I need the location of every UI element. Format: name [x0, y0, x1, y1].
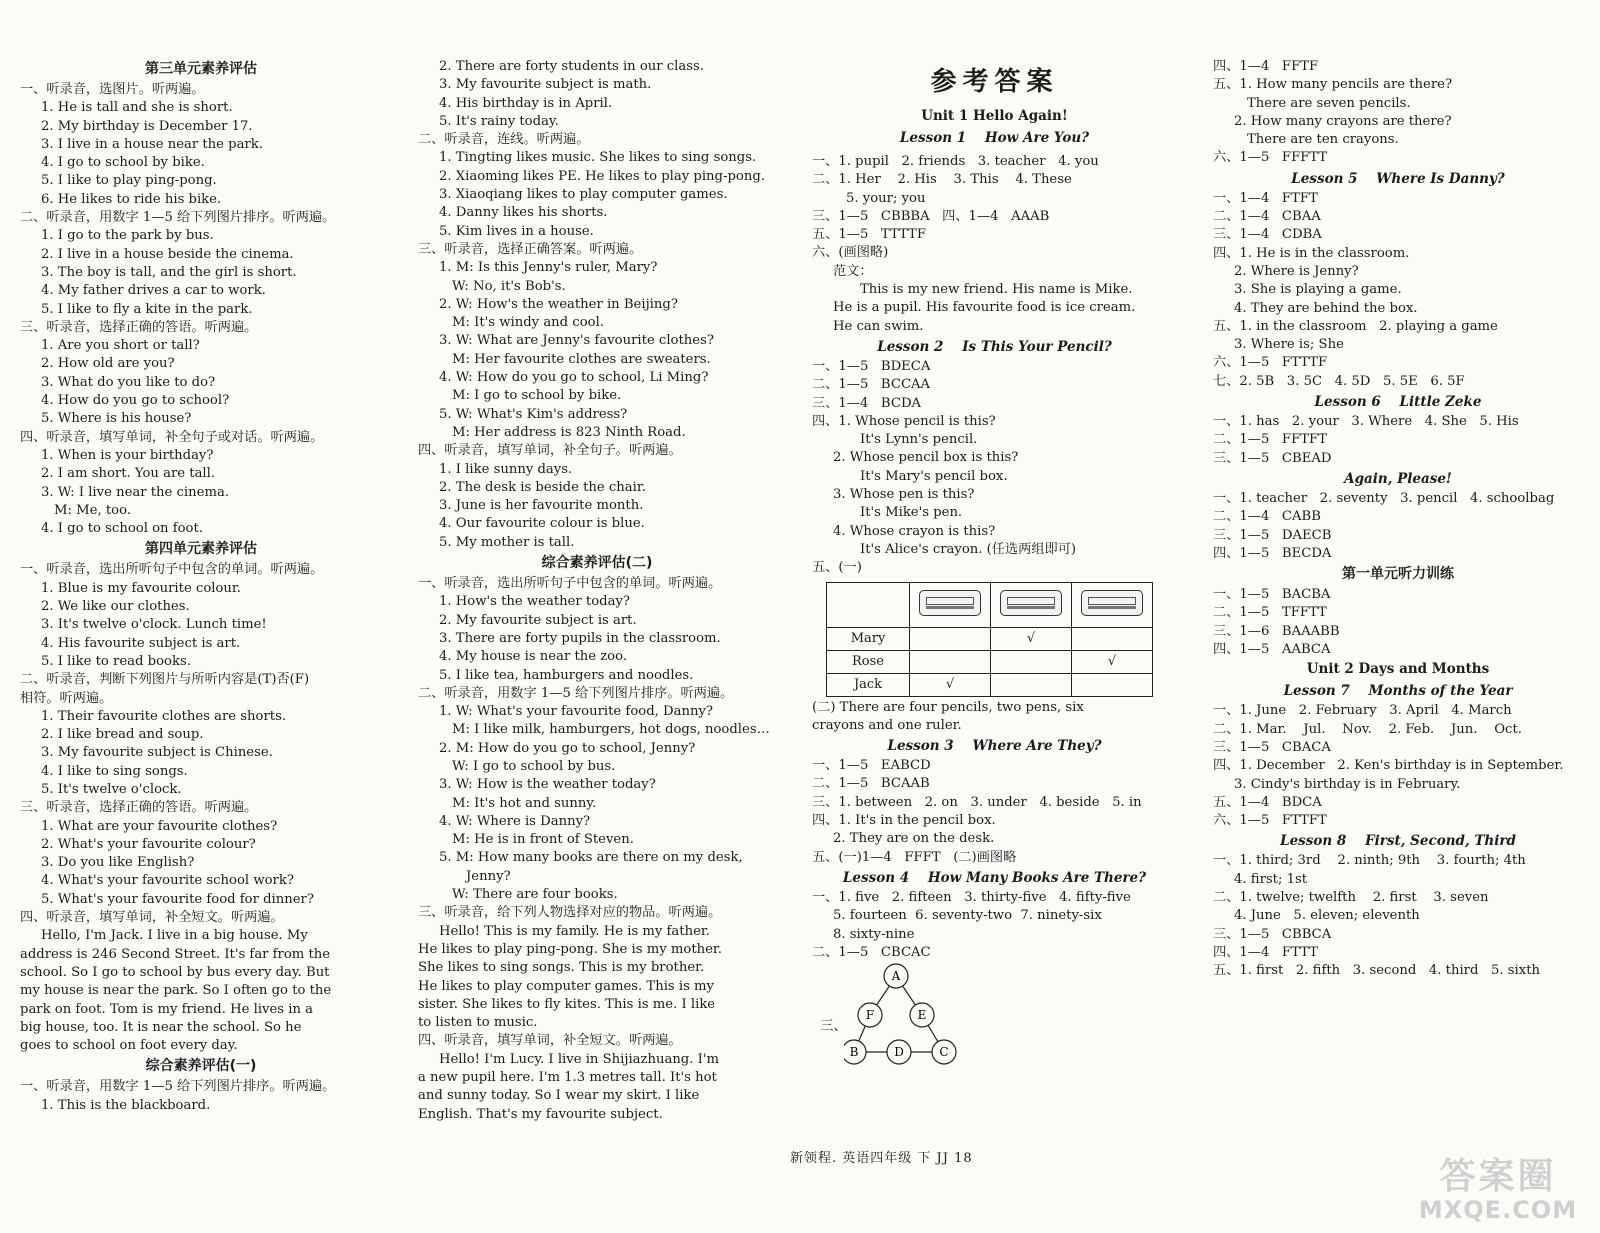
text-line: 3. Whose pen is this?	[833, 487, 975, 503]
text-line: my house is near the park. So I often go to the	[20, 983, 332, 999]
text-line: It's Mike's pen.	[860, 505, 963, 521]
section-heading: 综合素养评估(二)	[541, 555, 653, 572]
text-line: 三、听录音，给下列人物选择对应的物品。听两遍。	[418, 905, 722, 921]
text-line: 2. I like bread and soup.	[41, 727, 204, 743]
text-line: 六、1—5 FTTTF	[1213, 355, 1328, 371]
text-line: 四、1—4 FFTF	[1213, 59, 1319, 74]
text-line: 三、1—4 CDBA	[1213, 227, 1322, 243]
text-line: 五、1. in the classroom 2. playing a game	[1213, 318, 1498, 334]
text-line: 5. fourteen 6. seventy-two 7. ninety-six	[833, 908, 1102, 924]
lesson-heading: Lesson 3 Where Are They?	[887, 738, 1102, 755]
text-line: 三、1—5 CBBCA	[1213, 926, 1332, 942]
text-line: 3. The boy is tall, and the girl is short.	[41, 264, 297, 280]
lesson-heading: Lesson 7 Months of the Year	[1283, 683, 1513, 700]
row-name: Rose	[827, 650, 910, 673]
text-line: It's Alice's crayon. (任选两组即可)	[860, 541, 1077, 557]
tree-node-a: A	[891, 969, 901, 984]
text-line: M: It's windy and cool.	[452, 315, 604, 331]
tree-node-f: F	[865, 1008, 875, 1023]
text-line: M: I like milk, hamburgers, hot dogs, noodles…	[452, 722, 770, 738]
text-line: 五、(一)	[812, 560, 862, 576]
text-line: 三、1. between 2. on 3. under 4. beside 5. in	[812, 794, 1142, 810]
pencil-case-icon	[919, 590, 981, 616]
text-line: 4. They are behind the box.	[1234, 300, 1418, 316]
text-line: 2. What's your favourite colour?	[41, 836, 256, 852]
text-line: 六、(画图略)	[812, 245, 889, 261]
text-line: 1. I go to the park by bus.	[41, 228, 214, 244]
text-line: 一、1. third; 3rd 2. ninth; 9th 3. fourth; 4th	[1213, 853, 1526, 869]
text-line: 七、2. 5B 3. 5C 4. 5D 5. 5E 6. 5F	[1213, 373, 1465, 389]
text-line: 4. first; 1st	[1234, 871, 1308, 887]
text-line: sister. She likes to fly kites. This is me. I like	[418, 996, 716, 1012]
text-line: 二、1—4 CABB	[1213, 509, 1321, 525]
question-label: 三、	[820, 1018, 847, 1035]
text-line: 3. There are forty pupils in the classroom.	[439, 630, 721, 646]
text-line: 2. How old are you?	[41, 356, 175, 372]
pencil-box-icon	[1081, 590, 1143, 616]
text-line: She likes to sing songs. This is my brother.	[418, 960, 705, 976]
unit-heading: Unit 2 Days and Months	[1306, 661, 1490, 678]
text-line: He is a pupil. His favourite food is ice cream.	[833, 300, 1136, 316]
text-line: 范文：	[833, 263, 873, 279]
text-line: goes to school on foot every day.	[20, 1038, 238, 1054]
text-line: 2. I live in a house beside the cinema.	[41, 246, 294, 262]
answer-column-3	[812, 58, 1177, 1066]
text-line: a new pupil here. I'm 1.3 metres tall. It's hot	[418, 1070, 717, 1086]
check-cell: √	[1072, 650, 1153, 673]
unit-heading: Unit 1 Hello Again!	[921, 108, 1068, 124]
text-line: 3. Where is; She	[1234, 337, 1344, 353]
text-line: 5. W: What's Kim's address?	[439, 406, 628, 422]
text-line: 五、1—5 TTTTF	[812, 227, 926, 243]
text-line: 5. I like tea, hamburgers and noodles.	[439, 667, 694, 683]
lesson-heading: Lesson 6 Little Zeke	[1314, 394, 1482, 411]
answers-block	[812, 153, 1177, 578]
text-line: 3. Cindy's birthday is in February.	[1234, 776, 1461, 792]
lesson-heading: Lesson 8 First, Second, Third	[1280, 833, 1516, 850]
text-line: 4. W: How do you go to school, Li Ming?	[439, 370, 709, 386]
text-line: 5. It's twelve o'clock.	[41, 781, 182, 797]
text-line: Hello! This is my family. He is my father.	[439, 923, 710, 939]
text-line: 1. M: Is this Jenny's ruler, Mary?	[439, 260, 658, 276]
text-line: 4. I go to school on foot.	[41, 521, 203, 537]
text-line: 1. How's the weather today?	[439, 594, 630, 610]
text-line: 2. How many crayons are there?	[1234, 113, 1452, 129]
text-line: 4. Danny likes his shorts.	[439, 205, 608, 221]
text-line: 一、1—5 BDECA	[812, 358, 931, 374]
text-line: 一、1. teacher 2. seventy 3. pencil 4. schoolbag	[1213, 490, 1555, 506]
check-cell	[910, 650, 991, 673]
text-line: 2. My birthday is December 17.	[41, 118, 253, 134]
text-line: 二、听录音，用数字 1—5 给下列图片排序。听两遍。	[20, 210, 336, 226]
text-line: 一、1. has 2. your 3. Where 4. She 5. His	[1213, 414, 1519, 430]
text-line: 4. How do you go to school?	[41, 393, 230, 409]
watermark-url: MXQE.COM	[1418, 1196, 1578, 1224]
text-line: address is 246 Second Street. It's far from the	[20, 946, 331, 962]
text-line: M: He is in front of Steven.	[452, 832, 634, 848]
text-line: 二、1—5 TFFTT	[1213, 605, 1327, 621]
text-line: 2. M: How do you go to school, Jenny?	[439, 740, 696, 756]
answer-table-wrap	[826, 582, 1177, 697]
text-line: (二) There are four pencils, two pens, six	[812, 699, 1084, 715]
row-name: Jack	[827, 673, 910, 696]
text-line: 1. W: What's your favourite food, Danny?	[439, 704, 713, 720]
text-line: 1. Are you short or tall?	[41, 338, 200, 354]
lesson-heading: Lesson 4 How Many Books Are There?	[842, 869, 1147, 886]
text-line: W: There are four books.	[452, 887, 618, 903]
check-cell	[991, 673, 1072, 696]
text-line: 3. My favourite subject is Chinese.	[41, 745, 273, 761]
text-line: 2. There are forty students in our class.	[439, 59, 704, 74]
text-line: 4. W: Where is Danny?	[439, 813, 591, 829]
text-line: 二、1—5 BCCAA	[812, 377, 931, 393]
text-line: 四、1—4 FTTT	[1213, 944, 1318, 960]
answer-column-1	[20, 58, 382, 1115]
text-line: 2. Whose pencil box is this?	[833, 450, 1019, 466]
check-cell	[991, 650, 1072, 673]
page-footer: 新领程. 英语四年级 下 JJ 18	[790, 1151, 973, 1166]
text-line: 二、听录音，用数字 1—5 给下列图片排序。听两遍。	[418, 685, 734, 701]
text-line: 3. June is her favourite month.	[439, 498, 644, 514]
table-row	[827, 673, 1153, 696]
text-line: 2. They are on the desk.	[833, 831, 995, 847]
text-line: crayons and one ruler.	[812, 717, 962, 733]
text-line: 一、1—4 FTFT	[1213, 190, 1318, 206]
text-line: 一、1. five 2. fifteen 3. thirty-five 4. fifty-five	[812, 889, 1131, 905]
row-name: Mary	[827, 627, 910, 650]
check-cell	[910, 627, 991, 650]
text-line: 二、听录音，连线。听两遍。	[418, 132, 590, 148]
text-line: It's Mary's pencil box.	[860, 468, 1008, 484]
text-line: 5. I like to play ping-pong.	[41, 173, 217, 189]
text-line: 三、1—5 CBEAD	[1213, 450, 1332, 466]
text-line: 一、听录音，选出所听句子中包含的单词。听两遍。	[20, 562, 324, 578]
text-line: 1. Tingting likes music. She likes to sing songs.	[439, 150, 757, 166]
text-line: 三、1—4 BCDA	[812, 395, 922, 411]
text-line: 四、1. It's in the pencil box.	[812, 813, 996, 829]
section-heading: 第三单元素养评估	[145, 61, 257, 77]
text-line: school. So I go to school by bus every day. But	[20, 964, 330, 980]
text-line: 5. your; you	[846, 190, 926, 206]
text-line: 相符。听两遍。	[20, 690, 113, 706]
text-line: 三、1—6 BAAABB	[1213, 623, 1340, 639]
lesson-heading: Lesson 2 Is This Your Pencil?	[877, 338, 1112, 355]
check-cell: √	[991, 627, 1072, 650]
text-line: 四、1. He is in the classroom.	[1213, 245, 1410, 261]
text-line: Hello! I'm Lucy. I live in Shijiazhuang. I'm	[439, 1051, 719, 1067]
text-line: 4. June 5. eleven; eleventh	[1234, 908, 1420, 924]
tree-node-e: E	[917, 1008, 927, 1023]
text-line: 四、1. December 2. Ken's birthday is in September.	[1213, 758, 1564, 774]
text-line: 三、听录音，选择正确的答语。听两遍。	[20, 800, 258, 816]
text-line: 二、听录音，判断下列图片与所听内容是(T)否(F)	[20, 672, 310, 688]
text-line: 1. Blue is my favourite colour.	[41, 580, 241, 596]
text-line: This is my new friend. His name is Mike.	[860, 282, 1133, 298]
text-line: 5. My mother is tall.	[439, 534, 575, 550]
text-line: 2. W: How's the weather in Beijing?	[439, 296, 678, 312]
text-line: to listen to music.	[418, 1015, 538, 1031]
tree-node-b: B	[849, 1045, 859, 1060]
text-line: 4. My father drives a car to work.	[41, 283, 266, 299]
text-line: 1. He is tall and she is short.	[41, 100, 233, 116]
watermark-text: 答案圈	[1439, 1156, 1557, 1197]
text-line: 一、听录音，选图片。听两遍。	[20, 82, 205, 97]
text-line: 二、1. Her 2. His 3. This 4. These	[812, 172, 1072, 188]
text-line: 5. I like to read books.	[41, 653, 191, 669]
lesson-heading: Again, Please!	[1344, 470, 1452, 487]
text-line: 三、1—5 CBACA	[1213, 739, 1331, 755]
text-line: park on foot. Tom is my friend. He lives in a	[20, 1001, 314, 1017]
text-line: 5. Kim lives in a house.	[439, 223, 594, 239]
text-line: 一、1. pupil 2. friends 3. teacher 4. you	[812, 154, 1099, 169]
answer-column-4	[1213, 58, 1583, 980]
text-line: W: I go to school by bus.	[452, 758, 616, 774]
check-cell: √	[910, 673, 991, 696]
answer-table	[826, 582, 1153, 697]
page-title: 参考答案	[930, 67, 1059, 97]
text-line: 1. When is your birthday?	[41, 447, 214, 463]
text-line: 4. His favourite subject is art.	[41, 635, 241, 651]
text-line: 五、(一)1—4 FFFT (二)画图略	[812, 849, 1017, 865]
text-line: 5. M: How many books are there on my desk,	[439, 850, 743, 866]
text-line: 一、1. June 2. February 3. April 4. March	[1213, 703, 1512, 719]
lesson-heading: Lesson 1 How Are You?	[899, 130, 1090, 146]
text-line: 2. We like our clothes.	[41, 599, 190, 615]
text-line: 3. Do you like English?	[41, 855, 195, 871]
text-line: 3. Xiaoqiang likes to play computer games.	[439, 187, 728, 203]
text-line: Hello, I'm Jack. I live in a big house. My	[41, 928, 308, 944]
text-line: 2. I am short. You are tall.	[41, 466, 216, 482]
text-line: 2. My favourite subject is art.	[439, 612, 637, 628]
text-line: 四、听录音，填写单词，补全句子。听两遍。	[418, 443, 682, 459]
node-diagram	[820, 962, 1177, 1066]
text-line: big house, too. It is near the school. So he	[20, 1019, 302, 1035]
text-line: 8. sixty-nine	[833, 926, 915, 942]
text-line: There are ten crayons.	[1247, 132, 1399, 148]
tree-svg	[844, 962, 1004, 1066]
text-line: 二、1—5 FFTFT	[1213, 432, 1327, 448]
lesson-heading: Lesson 5 Where Is Danny?	[1291, 170, 1505, 187]
text-line: 四、1. Whose pencil is this?	[812, 413, 996, 429]
text-line: 5. It's rainy today.	[439, 113, 559, 129]
text-line: 五、1. How many pencils are there?	[1213, 77, 1453, 93]
text-line: He can swim.	[833, 318, 924, 334]
check-cell	[1072, 627, 1153, 650]
text-line: M: Her address is 823 Ninth Road.	[452, 424, 686, 440]
text-line: 1. This is the blackboard.	[41, 1097, 211, 1113]
text-line: 一、1—5 BACBA	[1213, 587, 1331, 603]
text-line: 三、1—5 CBBBA 四、1—4 AAAB	[812, 208, 1050, 224]
section-heading: 综合素养评估(一)	[145, 1058, 257, 1075]
text-line: 三、1—5 DAECB	[1213, 527, 1332, 543]
text-line: 3. W: I live near the cinema.	[41, 484, 230, 500]
text-line: M: Me, too.	[54, 502, 131, 518]
text-line: 一、1—5 EABCD	[812, 758, 931, 774]
text-line: 3. She is playing a game.	[1234, 282, 1402, 298]
text-line: 5. I like to fly a kite in the park.	[41, 301, 253, 317]
text-line: M: It's hot and sunny.	[452, 795, 597, 811]
text-line: 三、听录音，选择正确答案。听两遍。	[418, 241, 643, 257]
text-line: 6. He likes to ride his bike.	[41, 191, 222, 207]
text-line: M: Her favourite clothes are sweaters.	[452, 351, 711, 367]
text-line: Jenny?	[466, 868, 511, 884]
text-line: 四、听录音，填写单词，补全句子或对话。听两遍。	[20, 429, 324, 445]
text-line: 5. Where is his house?	[41, 411, 192, 427]
text-line: 1. I like sunny days.	[439, 461, 573, 477]
watermark-logo	[1408, 1157, 1588, 1225]
section-heading: 第四单元素养评估	[145, 541, 257, 558]
text-line: 4. I like to sing songs.	[41, 763, 188, 779]
check-cell	[1072, 673, 1153, 696]
text-line: He likes to play ping-pong. She is my mother.	[418, 941, 722, 957]
text-line: 五、1—4 BDCA	[1213, 794, 1322, 810]
section-heading: 第一单元听力训练	[1342, 566, 1454, 583]
text-line: 四、听录音，填写单词，补全短文。听两遍。	[20, 910, 284, 926]
text-line: 4. My house is near the zoo.	[439, 649, 628, 665]
text-line: 5. What's your favourite food for dinner?	[41, 891, 314, 907]
text-line: 3. I live in a house near the park.	[41, 136, 263, 152]
table-header-row	[827, 582, 1153, 627]
text-line: and sunny today. So I wear my skirt. I like	[418, 1088, 700, 1104]
text-line: 4. His birthday is in April.	[439, 95, 613, 111]
text-line: 六、1—5 FFFTT	[1213, 150, 1328, 166]
text-line: 四、1—5 BECDA	[1213, 545, 1332, 561]
table-row	[827, 627, 1153, 650]
text-line: 二、1—5 BCAAB	[812, 776, 930, 792]
text-line: 4. What's your favourite school work?	[41, 873, 294, 889]
text-line: 二、1. Mar. Jul. Nov. 2. Feb. Jun. Oct.	[1213, 721, 1522, 737]
tree-node-d: D	[894, 1045, 904, 1060]
text-line: 二、1—5 CBCAC	[812, 944, 931, 960]
text-line: 3. It's twelve o'clock. Lunch time!	[41, 617, 267, 633]
text-line: 3. What do you like to do?	[41, 374, 216, 390]
text-line: 一、听录音，选出所听句子中包含的单词。听两遍。	[418, 576, 722, 592]
tree-node-c: C	[939, 1045, 949, 1060]
text-line: M: I go to school by bike.	[452, 388, 622, 404]
text-line: It's Lynn's pencil.	[860, 432, 978, 448]
text-line: There are seven pencils.	[1247, 95, 1411, 111]
text-line: 四、1—5 AABCA	[1213, 642, 1331, 658]
text-line: 2. Xiaoming likes PE. He likes to play ping-pong.	[439, 168, 765, 184]
text-line: 1. Their favourite clothes are shorts.	[41, 708, 287, 724]
text-line: 三、听录音，选择正确的答语。听两遍。	[20, 319, 258, 335]
text-line: 4. I go to school by bike.	[41, 155, 205, 171]
text-line: 2. Where is Jenny?	[1234, 263, 1359, 279]
text-line: W: No, it's Bob's.	[452, 278, 566, 294]
text-line: 3. W: What are Jenny's favourite clothes?	[439, 333, 714, 349]
text-line: 五、1. first 2. fifth 3. second 4. third 5. sixth	[1213, 963, 1540, 979]
table-row	[827, 650, 1153, 673]
text-line: 4. Whose crayon is this?	[833, 523, 996, 539]
text-line: 2. The desk is beside the chair.	[439, 479, 646, 495]
text-line: 4. Our favourite colour is blue.	[439, 516, 645, 532]
text-line: 四、听录音，填写单词，补全短文。听两遍。	[418, 1033, 682, 1049]
pencil-box-icon	[1000, 590, 1062, 616]
text-line: 二、1. twelve; twelfth 2. first 3. seven	[1213, 889, 1489, 905]
text-line: English. That's my favourite subject.	[418, 1106, 663, 1122]
text-line: 二、1—4 CBAA	[1213, 209, 1321, 225]
text-line: 3. W: How is the weather today?	[439, 777, 656, 793]
text-line: 1. What are your favourite clothes?	[41, 818, 278, 834]
text-line: 一、听录音，用数字 1—5 给下列图片排序。听两遍。	[20, 1079, 336, 1095]
text-line: 3. My favourite subject is math.	[439, 77, 652, 93]
text-line: 六、1—5 FTTFT	[1213, 813, 1327, 829]
answer-column-2	[418, 58, 776, 1124]
answers-block	[812, 699, 1177, 963]
text-line: He likes to play computer games. This is my	[418, 978, 715, 994]
